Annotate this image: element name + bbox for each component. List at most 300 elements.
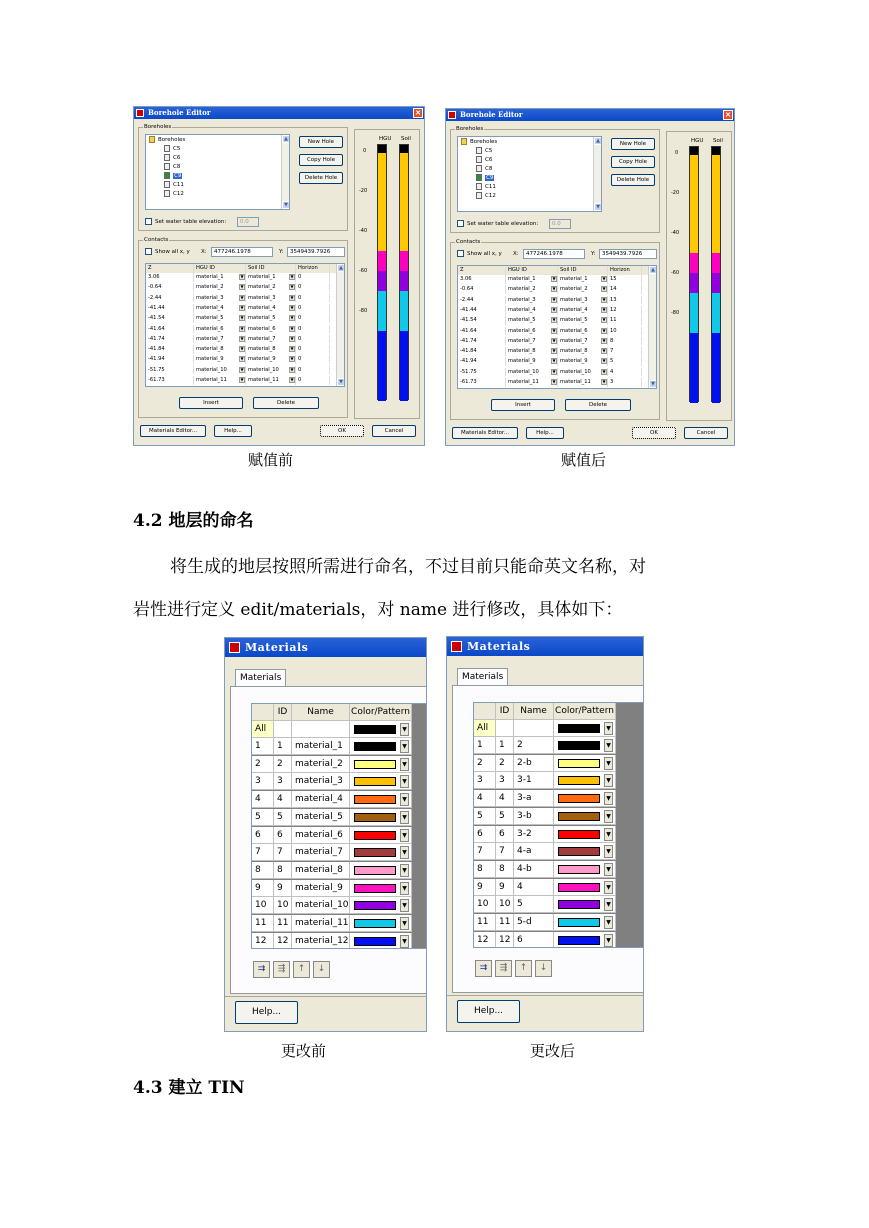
table-cell[interactable] [506, 306, 558, 315]
chevron-down-icon[interactable]: ▼ [240, 335, 244, 341]
chevron-down-icon[interactable]: ▼ [604, 792, 613, 805]
chevron-down-icon[interactable]: ▼ [552, 368, 556, 374]
chevron-down-icon[interactable]: ▼ [240, 366, 244, 372]
color-cell[interactable] [554, 843, 616, 860]
materials-row[interactable] [474, 932, 616, 948]
materials-row[interactable] [252, 827, 412, 844]
color-cell[interactable] [554, 720, 616, 737]
materials-row[interactable] [252, 897, 412, 914]
color-cell[interactable] [554, 826, 616, 843]
copy-hole-button[interactable]: Copy Hole [299, 154, 343, 166]
contacts-table-row[interactable] [458, 327, 656, 336]
help-button[interactable]: Help... [214, 425, 252, 437]
water-table-field[interactable]: 0.0 [549, 219, 571, 229]
color-cell[interactable] [350, 721, 412, 738]
cancel-button[interactable]: Cancel [372, 425, 416, 437]
contacts-table-row[interactable] [146, 376, 344, 385]
chevron-down-icon[interactable]: ▼ [604, 881, 613, 894]
tree-item-c12[interactable] [164, 190, 184, 198]
chevron-down-icon[interactable]: ▼ [552, 276, 556, 281]
insert-row-icon[interactable]: ⇉ [475, 960, 492, 977]
chevron-down-icon[interactable]: ▼ [400, 864, 409, 877]
chevron-down-icon[interactable]: ▼ [552, 348, 556, 354]
borehole-tree[interactable] [145, 134, 290, 210]
table-cell[interactable] [246, 283, 296, 292]
materials-table[interactable] [251, 703, 427, 949]
table-cell[interactable] [246, 366, 296, 375]
chevron-down-icon[interactable]: ▼ [552, 327, 556, 333]
chevron-down-icon[interactable]: ▼ [604, 863, 613, 876]
material-name[interactable]: 6 [514, 932, 554, 948]
chevron-down-icon[interactable]: ▼ [552, 286, 556, 292]
contacts-table-row[interactable] [146, 273, 344, 282]
color-cell[interactable] [350, 844, 412, 861]
materials-editor-button[interactable]: Materials Editor... [140, 425, 206, 437]
table-cell[interactable] [296, 355, 330, 364]
table-cell[interactable] [506, 378, 558, 387]
tree-item-c6[interactable] [476, 156, 492, 164]
insert-row-icon[interactable]: ⇉ [253, 961, 270, 978]
contacts-table-row[interactable] [458, 296, 656, 305]
chevron-down-icon[interactable]: ▼ [240, 356, 244, 362]
tree-root[interactable] [149, 136, 185, 144]
materials-row[interactable] [252, 933, 412, 949]
color-cell[interactable] [554, 914, 616, 931]
chevron-down-icon[interactable]: ▼ [290, 284, 294, 290]
chevron-down-icon[interactable]: ▼ [240, 304, 244, 310]
table-cell[interactable] [608, 296, 642, 305]
material-name[interactable]: material_10 [292, 897, 350, 914]
table-cell[interactable] [246, 325, 296, 334]
chevron-down-icon[interactable]: ▼ [604, 845, 613, 858]
color-cell[interactable] [350, 791, 412, 808]
y-field[interactable]: 3549439.7926 [287, 247, 345, 257]
contacts-table-row[interactable] [458, 347, 656, 356]
close-icon[interactable]: ✕ [413, 108, 423, 118]
tree-item-c6[interactable] [164, 154, 180, 162]
chevron-down-icon[interactable]: ▼ [240, 284, 244, 290]
new-hole-button[interactable]: New Hole [611, 138, 655, 150]
move-up-icon[interactable]: ↑ [515, 960, 532, 977]
tree-item-c5[interactable] [476, 147, 492, 155]
materials-row[interactable] [252, 809, 412, 826]
table-cell[interactable] [246, 294, 296, 303]
show-all-checkbox[interactable] [145, 248, 152, 255]
contacts-scrollbar[interactable] [336, 264, 344, 386]
table-cell[interactable] [194, 325, 246, 334]
scroll-up-icon[interactable]: ▲ [337, 264, 345, 272]
chevron-down-icon[interactable]: ▼ [400, 758, 409, 771]
table-cell[interactable] [558, 337, 608, 346]
table-cell[interactable] [558, 285, 608, 294]
material-name[interactable]: material_8 [292, 862, 350, 879]
material-name[interactable]: 5 [514, 896, 554, 913]
table-cell[interactable] [506, 337, 558, 346]
chevron-down-icon[interactable]: ▼ [552, 306, 556, 312]
table-cell[interactable] [608, 306, 642, 315]
chevron-down-icon[interactable]: ▼ [552, 296, 556, 302]
chevron-down-icon[interactable]: ▼ [400, 723, 409, 736]
chevron-down-icon[interactable]: ▼ [604, 828, 613, 841]
chevron-down-icon[interactable]: ▼ [290, 356, 294, 362]
contacts-table[interactable] [145, 263, 345, 387]
contacts-table-row[interactable] [458, 357, 656, 366]
table-cell[interactable] [506, 316, 558, 325]
chevron-down-icon[interactable]: ▼ [552, 337, 556, 343]
materials-row[interactable] [252, 738, 412, 755]
chevron-down-icon[interactable]: ▼ [602, 276, 606, 281]
color-cell[interactable] [554, 932, 616, 948]
tree-item-c5[interactable] [164, 145, 180, 153]
chevron-down-icon[interactable]: ▼ [290, 325, 294, 331]
materials-row[interactable] [474, 861, 616, 878]
chevron-down-icon[interactable]: ▼ [604, 774, 613, 787]
color-cell[interactable] [350, 756, 412, 773]
color-cell[interactable] [554, 896, 616, 913]
tree-item-c9[interactable] [164, 172, 182, 180]
chevron-down-icon[interactable]: ▼ [290, 346, 294, 352]
materials-row[interactable] [474, 790, 616, 807]
scroll-down-icon[interactable]: ▼ [282, 201, 290, 209]
table-cell[interactable] [246, 355, 296, 364]
chevron-down-icon[interactable]: ▼ [400, 846, 409, 859]
chevron-down-icon[interactable]: ▼ [552, 379, 556, 384]
material-name[interactable]: material_11 [292, 915, 350, 932]
table-cell[interactable] [296, 376, 330, 385]
table-cell[interactable] [296, 366, 330, 375]
color-cell[interactable] [350, 880, 412, 897]
chevron-down-icon[interactable]: ▼ [604, 934, 613, 947]
delete-row-icon[interactable]: ⇶ [495, 960, 512, 977]
materials-row[interactable] [252, 791, 412, 808]
chevron-down-icon[interactable]: ▼ [604, 898, 613, 911]
table-cell[interactable] [296, 325, 330, 334]
material-name[interactable]: 5-d [514, 914, 554, 931]
materials-row[interactable] [474, 737, 616, 754]
table-cell[interactable] [194, 345, 246, 354]
chevron-down-icon[interactable]: ▼ [400, 899, 409, 912]
contacts-table-row[interactable] [458, 378, 656, 387]
material-name[interactable]: 3-b [514, 808, 554, 825]
materials-row[interactable] [474, 808, 616, 825]
table-cell[interactable] [194, 376, 246, 385]
table-cell[interactable] [558, 327, 608, 336]
material-name[interactable]: 3-a [514, 790, 554, 807]
new-hole-button[interactable]: New Hole [299, 136, 343, 148]
materials-row[interactable] [252, 862, 412, 879]
table-cell[interactable] [506, 368, 558, 377]
chevron-down-icon[interactable]: ▼ [602, 317, 606, 323]
chevron-down-icon[interactable]: ▼ [602, 358, 606, 364]
material-name[interactable]: 4 [514, 879, 554, 896]
x-field[interactable]: 477246.1978 [211, 247, 273, 257]
color-cell[interactable] [350, 809, 412, 826]
borehole-tree[interactable] [457, 136, 602, 212]
contacts-table-row[interactable] [458, 275, 656, 284]
chevron-down-icon[interactable]: ▼ [552, 358, 556, 364]
table-cell[interactable] [194, 314, 246, 323]
table-cell[interactable] [608, 337, 642, 346]
water-table-field[interactable]: 0.0 [237, 217, 259, 227]
water-table-checkbox[interactable] [457, 220, 464, 227]
material-name[interactable]: material_1 [292, 738, 350, 755]
chevron-down-icon[interactable]: ▼ [240, 325, 244, 331]
ok-button[interactable]: OK [632, 427, 676, 439]
table-cell[interactable] [296, 283, 330, 292]
contacts-scrollbar[interactable] [648, 266, 656, 388]
scroll-up-icon[interactable]: ▲ [282, 135, 290, 143]
contacts-table[interactable] [457, 265, 657, 389]
table-cell[interactable] [506, 285, 558, 294]
contacts-table-row[interactable] [458, 306, 656, 315]
materials-row[interactable] [474, 843, 616, 860]
chevron-down-icon[interactable]: ▼ [604, 916, 613, 929]
material-name[interactable]: material_9 [292, 880, 350, 897]
move-down-icon[interactable]: ↓ [313, 961, 330, 978]
delete-row-icon[interactable]: ⇶ [273, 961, 290, 978]
table-cell[interactable] [506, 296, 558, 305]
contacts-table-row[interactable] [146, 304, 344, 313]
chevron-down-icon[interactable]: ▼ [602, 348, 606, 354]
insert-button[interactable]: Insert [179, 397, 243, 409]
chevron-down-icon[interactable]: ▼ [602, 368, 606, 374]
materials-row[interactable] [474, 826, 616, 843]
color-cell[interactable] [350, 915, 412, 932]
chevron-down-icon[interactable]: ▼ [240, 294, 244, 300]
material-name[interactable]: material_12 [292, 933, 350, 949]
color-cell[interactable] [554, 772, 616, 789]
table-cell[interactable] [506, 327, 558, 336]
chevron-down-icon[interactable]: ▼ [400, 882, 409, 895]
table-cell[interactable] [246, 376, 296, 385]
tree-item-c9[interactable] [476, 174, 494, 182]
table-cell[interactable] [558, 275, 608, 284]
table-cell[interactable] [246, 304, 296, 313]
chevron-down-icon[interactable]: ▼ [240, 315, 244, 321]
tree-item-c12[interactable] [476, 192, 496, 200]
scroll-down-icon[interactable]: ▼ [594, 203, 602, 211]
materials-row[interactable] [474, 772, 616, 789]
contacts-table-row[interactable] [458, 368, 656, 377]
table-cell[interactable] [246, 345, 296, 354]
table-cell[interactable] [194, 335, 246, 344]
materials-row[interactable] [474, 896, 616, 913]
contacts-table-row[interactable] [146, 294, 344, 303]
color-cell[interactable] [350, 773, 412, 790]
material-name[interactable]: 3-1 [514, 772, 554, 789]
chevron-down-icon[interactable]: ▼ [602, 296, 606, 302]
color-cell[interactable] [554, 737, 616, 754]
chevron-down-icon[interactable]: ▼ [290, 366, 294, 372]
delete-hole-button[interactable]: Delete Hole [611, 174, 655, 186]
chevron-down-icon[interactable]: ▼ [400, 917, 409, 930]
help-button[interactable]: Help... [457, 1000, 520, 1023]
chevron-down-icon[interactable]: ▼ [604, 722, 613, 735]
color-cell[interactable] [350, 827, 412, 844]
table-cell[interactable] [608, 327, 642, 336]
help-button[interactable]: Help... [526, 427, 564, 439]
table-cell[interactable] [296, 345, 330, 354]
table-cell[interactable] [558, 306, 608, 315]
ok-button[interactable]: OK [320, 425, 364, 437]
tree-item-c11[interactable] [164, 181, 184, 189]
materials-row[interactable] [252, 756, 412, 773]
chevron-down-icon[interactable]: ▼ [602, 337, 606, 343]
table-cell[interactable] [608, 285, 642, 294]
table-cell[interactable] [558, 368, 608, 377]
chevron-down-icon[interactable]: ▼ [290, 304, 294, 310]
color-cell[interactable] [350, 897, 412, 914]
material-name[interactable]: 3-2 [514, 826, 554, 843]
table-cell[interactable] [506, 357, 558, 366]
materials-row[interactable] [252, 915, 412, 932]
table-cell[interactable] [194, 294, 246, 303]
material-name[interactable]: material_2 [292, 756, 350, 773]
y-field[interactable]: 3549439.7926 [599, 249, 657, 259]
color-cell[interactable] [554, 861, 616, 878]
table-cell[interactable] [558, 378, 608, 387]
table-cell[interactable] [296, 314, 330, 323]
contacts-table-row[interactable] [146, 335, 344, 344]
table-cell[interactable] [194, 355, 246, 364]
color-cell[interactable] [350, 862, 412, 879]
scroll-up-icon[interactable]: ▲ [649, 266, 657, 274]
chevron-down-icon[interactable]: ▼ [290, 315, 294, 321]
tab-materials[interactable]: Materials [235, 669, 286, 687]
move-up-icon[interactable]: ↑ [293, 961, 310, 978]
chevron-down-icon[interactable]: ▼ [604, 739, 613, 752]
table-cell[interactable] [558, 347, 608, 356]
table-cell[interactable] [608, 378, 642, 387]
delete-button[interactable]: Delete [565, 399, 631, 411]
material-name[interactable]: material_3 [292, 773, 350, 790]
materials-row[interactable] [474, 755, 616, 772]
chevron-down-icon[interactable]: ▼ [552, 317, 556, 323]
table-cell[interactable] [506, 275, 558, 284]
color-cell[interactable] [554, 808, 616, 825]
chevron-down-icon[interactable]: ▼ [290, 274, 294, 279]
contacts-table-row[interactable] [146, 283, 344, 292]
chevron-down-icon[interactable]: ▼ [240, 377, 244, 382]
tab-materials[interactable]: Materials [457, 668, 508, 686]
contacts-table-row[interactable] [458, 337, 656, 346]
scroll-up-icon[interactable]: ▲ [594, 137, 602, 145]
table-cell[interactable] [194, 283, 246, 292]
color-cell[interactable] [350, 933, 412, 949]
tree-scrollbar[interactable] [281, 135, 289, 209]
help-button[interactable]: Help... [235, 1001, 298, 1024]
contacts-table-row[interactable] [458, 316, 656, 325]
materials-row[interactable] [474, 879, 616, 896]
chevron-down-icon[interactable]: ▼ [290, 335, 294, 341]
color-cell[interactable] [350, 738, 412, 755]
x-field[interactable]: 477246.1978 [523, 249, 585, 259]
materials-editor-button[interactable]: Materials Editor... [452, 427, 518, 439]
table-cell[interactable] [194, 366, 246, 375]
cancel-button[interactable]: Cancel [684, 427, 728, 439]
table-cell[interactable] [296, 273, 330, 282]
material-name[interactable]: material_5 [292, 809, 350, 826]
material-name[interactable]: 2 [514, 737, 554, 754]
chevron-down-icon[interactable]: ▼ [400, 740, 409, 753]
show-all-checkbox[interactable] [457, 250, 464, 257]
contacts-table-row[interactable] [458, 285, 656, 294]
delete-button[interactable]: Delete [253, 397, 319, 409]
table-cell[interactable] [608, 347, 642, 356]
chevron-down-icon[interactable]: ▼ [400, 829, 409, 842]
insert-button[interactable]: Insert [491, 399, 555, 411]
table-cell[interactable] [608, 316, 642, 325]
chevron-down-icon[interactable]: ▼ [602, 379, 606, 384]
table-cell[interactable] [246, 335, 296, 344]
material-name[interactable]: material_4 [292, 791, 350, 808]
color-cell[interactable] [554, 879, 616, 896]
chevron-down-icon[interactable]: ▼ [290, 294, 294, 300]
table-cell[interactable] [558, 357, 608, 366]
chevron-down-icon[interactable]: ▼ [400, 811, 409, 824]
material-name[interactable]: 4-a [514, 843, 554, 860]
table-cell[interactable] [558, 296, 608, 305]
color-cell[interactable] [554, 790, 616, 807]
table-cell[interactable] [608, 368, 642, 377]
table-cell[interactable] [608, 275, 642, 284]
table-cell[interactable] [296, 304, 330, 313]
scroll-down-icon[interactable]: ▼ [649, 380, 657, 388]
chevron-down-icon[interactable]: ▼ [604, 757, 613, 770]
chevron-down-icon[interactable]: ▼ [604, 810, 613, 823]
tree-item-c11[interactable] [476, 183, 496, 191]
move-down-icon[interactable]: ↓ [535, 960, 552, 977]
chevron-down-icon[interactable]: ▼ [240, 274, 244, 279]
table-cell[interactable] [506, 347, 558, 356]
material-name[interactable]: 4-b [514, 861, 554, 878]
contacts-table-row[interactable] [146, 345, 344, 354]
contacts-table-row[interactable] [146, 366, 344, 375]
materials-all-row[interactable] [252, 721, 412, 738]
delete-hole-button[interactable]: Delete Hole [299, 172, 343, 184]
close-icon[interactable]: ✕ [723, 110, 733, 120]
materials-all-row[interactable] [474, 720, 616, 737]
chevron-down-icon[interactable]: ▼ [400, 775, 409, 788]
materials-row[interactable] [252, 880, 412, 897]
copy-hole-button[interactable]: Copy Hole [611, 156, 655, 168]
materials-row[interactable] [474, 914, 616, 931]
tree-item-c8[interactable] [476, 165, 492, 173]
table-cell[interactable] [246, 273, 296, 282]
tree-root[interactable] [461, 138, 497, 146]
contacts-table-row[interactable] [146, 314, 344, 323]
chevron-down-icon[interactable]: ▼ [240, 346, 244, 352]
scroll-down-icon[interactable]: ▼ [337, 378, 345, 386]
material-name[interactable]: material_6 [292, 827, 350, 844]
chevron-down-icon[interactable]: ▼ [602, 306, 606, 312]
chevron-down-icon[interactable]: ▼ [602, 327, 606, 333]
chevron-down-icon[interactable]: ▼ [400, 935, 409, 948]
table-cell[interactable] [558, 316, 608, 325]
materials-row[interactable] [252, 773, 412, 790]
materials-table[interactable] [473, 702, 644, 948]
color-cell[interactable] [554, 755, 616, 772]
table-cell[interactable] [246, 314, 296, 323]
table-cell[interactable] [296, 335, 330, 344]
tree-item-c8[interactable] [164, 163, 180, 171]
material-name[interactable]: material_7 [292, 844, 350, 861]
materials-row[interactable] [252, 844, 412, 861]
contacts-table-row[interactable] [146, 355, 344, 364]
material-name[interactable]: 2-b [514, 755, 554, 772]
table-cell[interactable] [296, 294, 330, 303]
table-cell[interactable] [194, 273, 246, 282]
